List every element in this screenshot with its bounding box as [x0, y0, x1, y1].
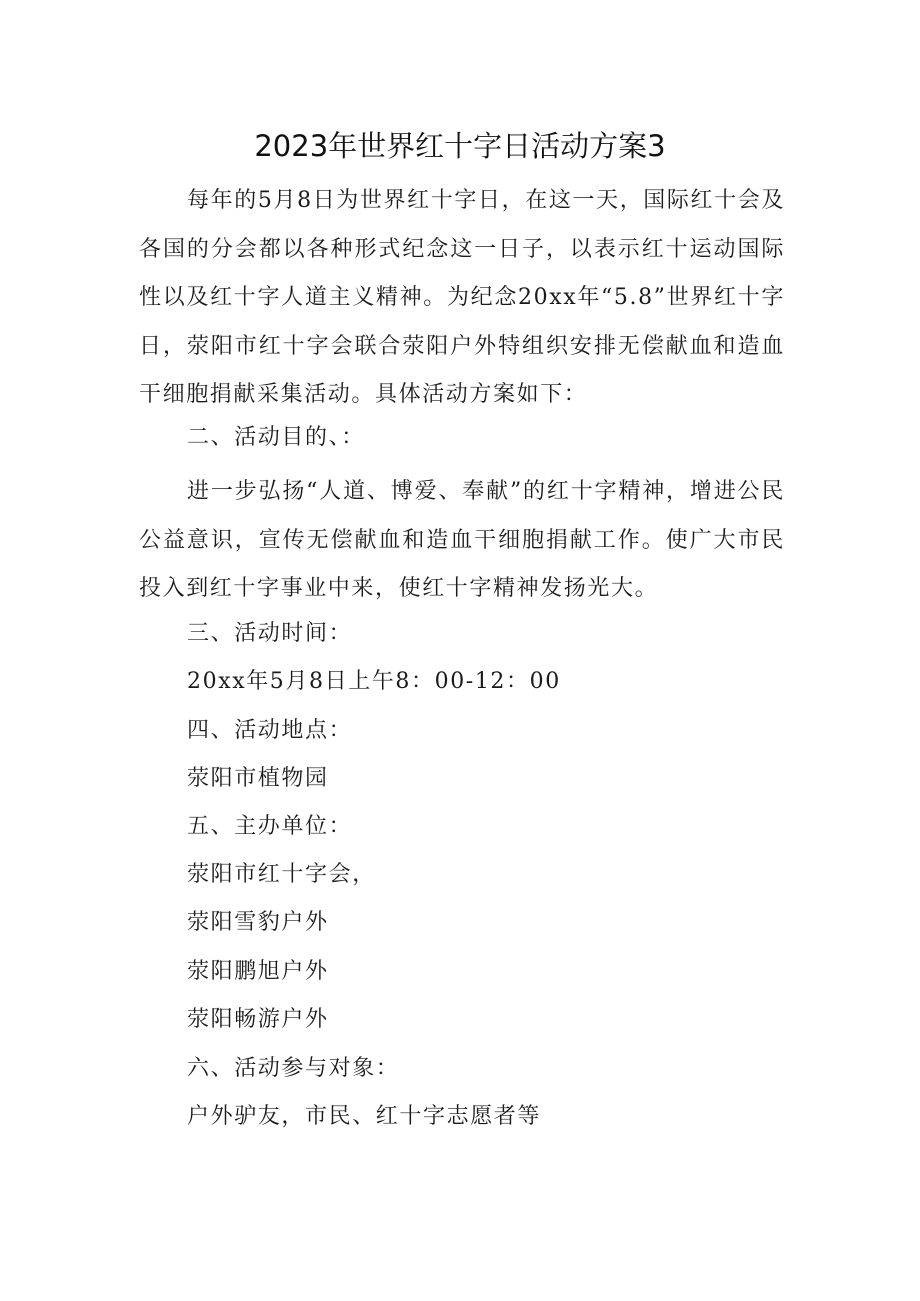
- place-heading: 四、活动地点：: [187, 718, 353, 743]
- purpose-paragraph: 进一步弘扬“人道、博爱、奉献”的红十字精神，增进公民公益意识，宣传无偿献血和造血干细胞捐献工作。使广大市民投入到红十字事业中来，使红十字精神发扬光大。: [139, 479, 785, 601]
- purpose-heading: 二、活动目的、：: [187, 425, 365, 450]
- participants-heading: 六、活动参与对象：: [187, 1056, 400, 1081]
- purpose-section: [139, 468, 785, 614]
- intro-section: [139, 177, 785, 420]
- organizer-item: 荥阳市红十字会，: [187, 862, 376, 887]
- organizer-item: 荥阳畅游户外: [187, 1007, 329, 1032]
- time-value: 20xx年5月8日上午8：00-12：00: [187, 669, 561, 694]
- intro-paragraph: 每年的5月8日为世界红十字日，在这一天，国际红十会及各国的分会都以各种形式纪念这一日子，以表示红十运动国际性以及红十字人道主义精神。为纪念20xx年“5.8”世界红十字日，荥阳市红十字会联合荥阳户外特组织安排无偿献血和造血干细胞捐献采集活动。具体活动方案如下：: [139, 188, 785, 407]
- time-heading: 三、活动时间：: [187, 621, 353, 646]
- participants-value: 户外驴友，市民、红十字志愿者等: [187, 1104, 542, 1129]
- organizer-item: 荥阳鹏旭户外: [187, 959, 329, 984]
- organizer-heading: 五、主办单位：: [187, 814, 353, 839]
- document-title: 2023年世界红十字日活动方案3: [254, 129, 666, 163]
- organizer-item: 荥阳雪豹户外: [187, 910, 329, 935]
- place-value: 荥阳市植物园: [187, 766, 329, 791]
